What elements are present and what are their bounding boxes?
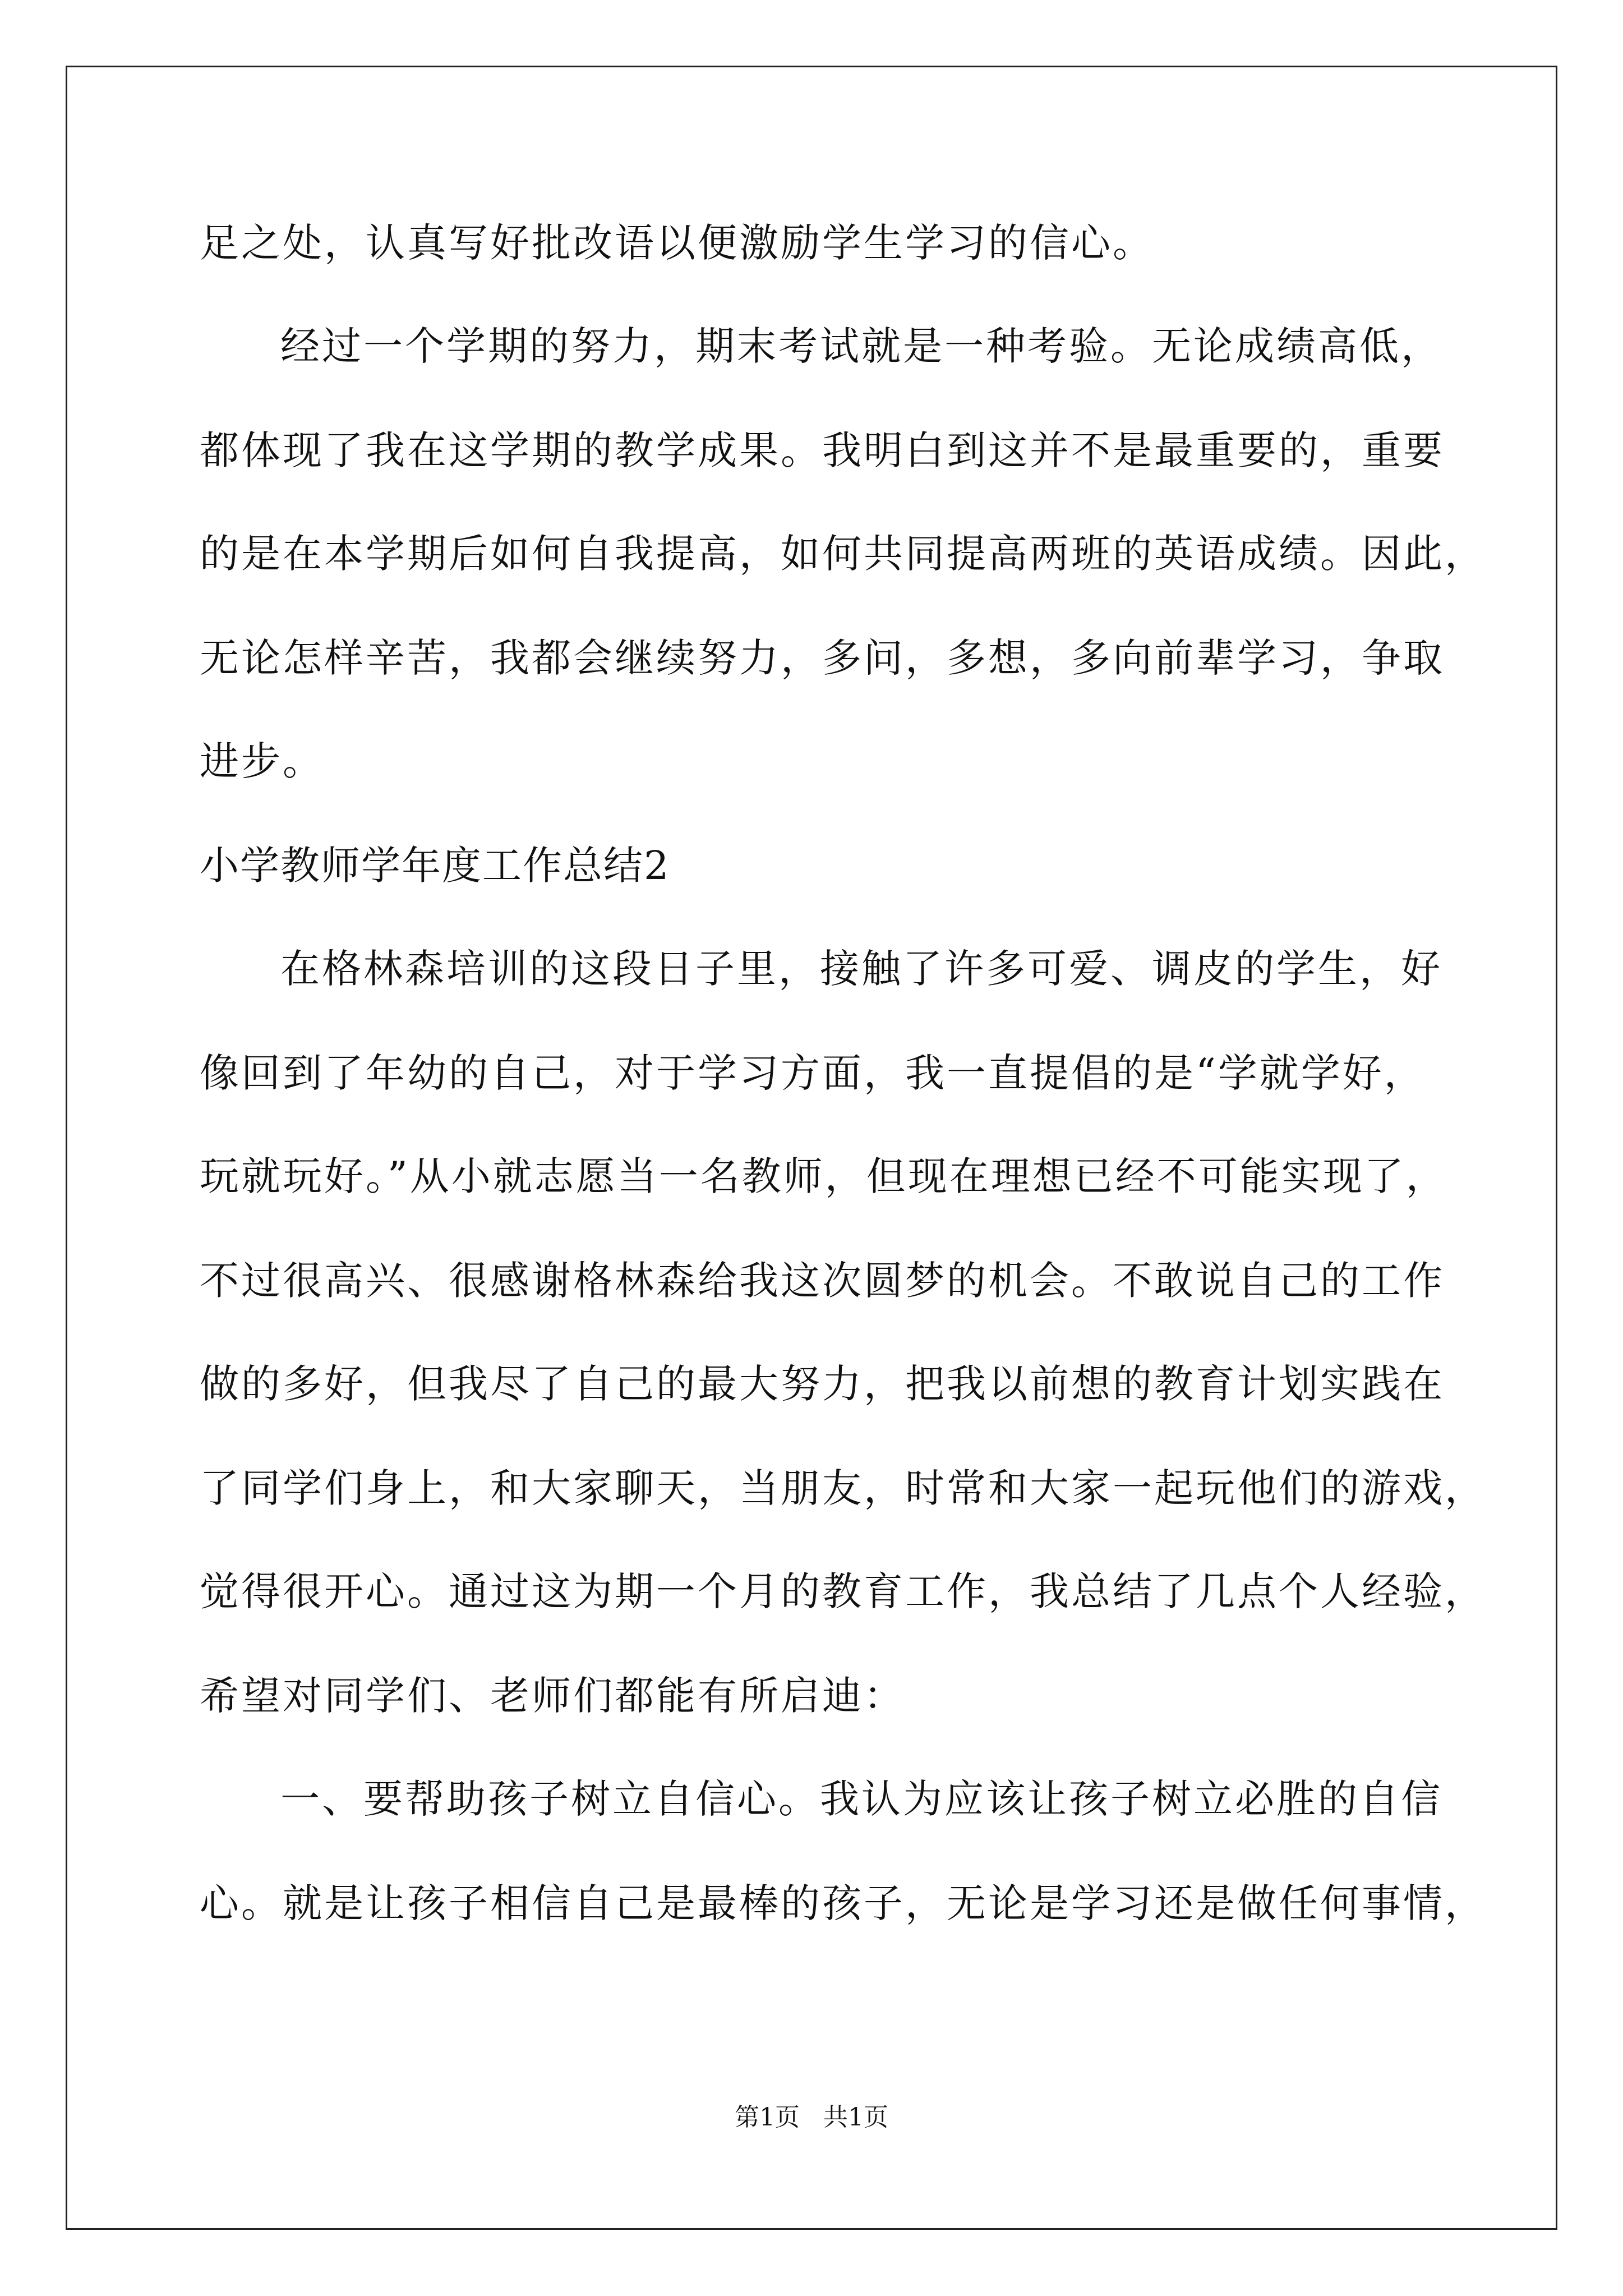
body-line-8: 在格林森培训的这段日子里，接触了许多可爱、调皮的学生，好 xyxy=(280,946,1442,992)
body-line-6: 进步。 xyxy=(200,738,324,784)
body-line-1: 足之处，认真写好批改语以便激励学生学习的信心。 xyxy=(200,220,1154,266)
section-heading: 小学教师学年度工作总结2 xyxy=(200,843,670,889)
body-line-2: 经过一个学期的努力，期末考试就是一种考验。无论成绩高低， xyxy=(280,323,1442,369)
body-line-14: 觉得很开心。通过这为期一个月的教育工作，我总结了几点个人经验， xyxy=(200,1568,1486,1614)
body-line-16: 一、要帮助孩子树立自信心。我认为应该让孩子树立必胜的自信 xyxy=(280,1776,1442,1822)
body-line-11: 不过很高兴、很感谢格林森给我这次圆梦的机会。不敢说自己的工作 xyxy=(200,1258,1445,1304)
body-line-9: 像回到了年幼的自己，对于学习方面，我一直提倡的是“学就学好， xyxy=(200,1050,1426,1096)
body-line-12: 做的多好，但我尽了自己的最大努力，把我以前想的教育计划实践在 xyxy=(200,1361,1445,1407)
body-line-17: 心。就是让孩子相信自己是最棒的孩子，无论是学习还是做任何事情， xyxy=(200,1880,1486,1926)
body-line-5: 无论怎样辛苦，我都会继续努力，多问，多想，多向前辈学习，争取 xyxy=(200,635,1445,681)
body-line-13: 了同学们身上，和大家聊天，当朋友，时常和大家一起玩他们的游戏， xyxy=(200,1465,1486,1511)
body-line-10: 玩就玩好。”从小就志愿当一名教师，但现在理想已经不可能实现了， xyxy=(200,1153,1447,1199)
page-footer: 第1页 共1页 xyxy=(735,2103,888,2132)
body-line-4: 的是在本学期后如何自我提高，如何共同提高两班的英语成绩。因此， xyxy=(200,531,1486,577)
body-line-15: 希望对同学们、老师们都能有所启迪： xyxy=(200,1673,905,1719)
body-line-3: 都体现了我在这学期的教学成果。我明白到这并不是最重要的，重要 xyxy=(200,427,1445,473)
